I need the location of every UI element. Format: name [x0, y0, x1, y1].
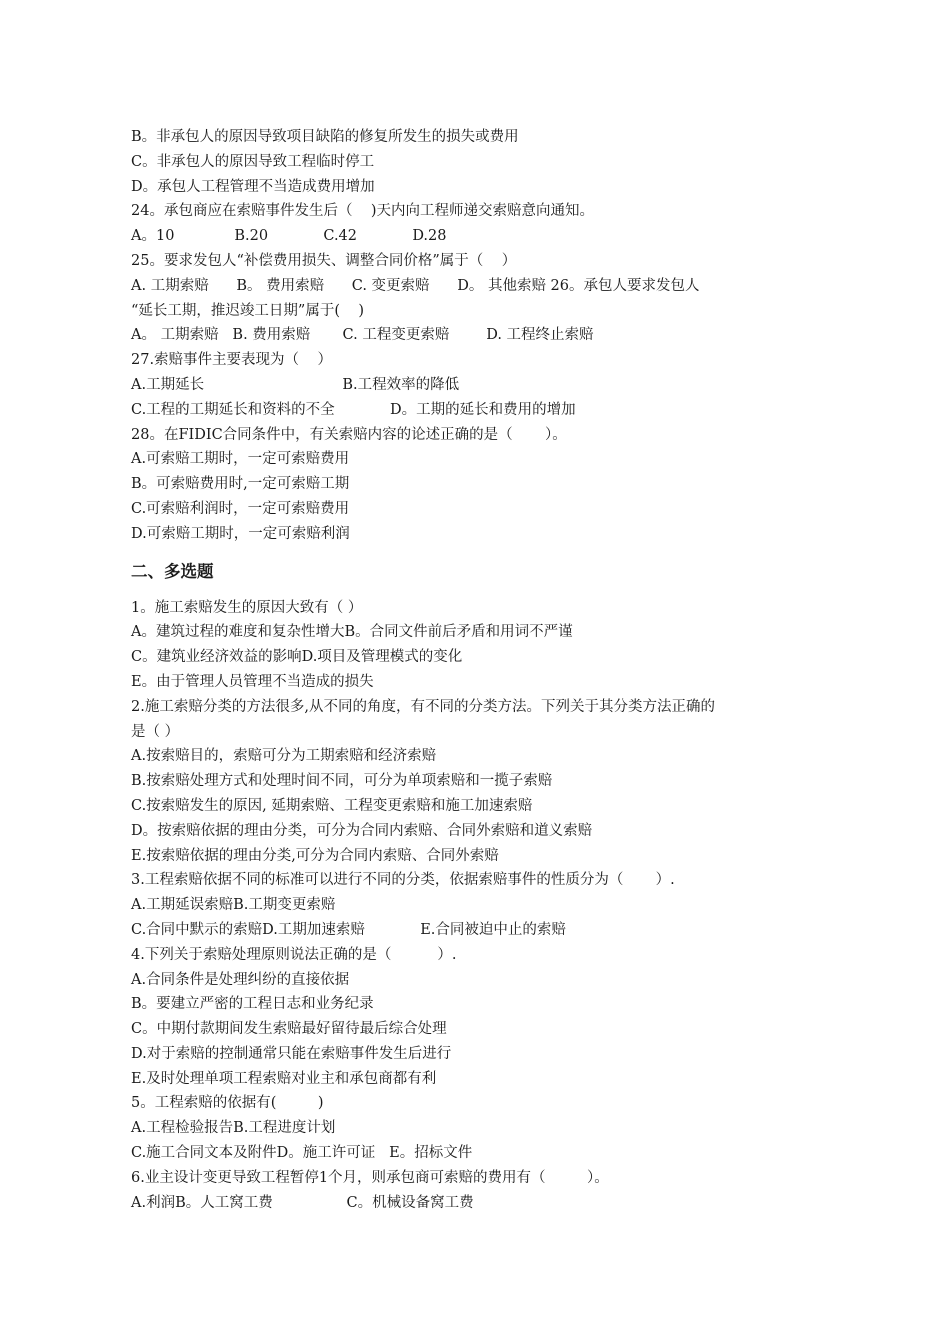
option-b-line: B。非承包人的原因导致项目缺陷的修复所发生的损失或费用: [131, 129, 519, 145]
option-d-line: D。承包人工程管理不当造成费用增加: [131, 178, 375, 195]
document-page: [131, 125, 831, 1215]
question-28-option-a: A.可索赔工期时，一定可索赔费用: [131, 451, 350, 468]
mc-question-2-option-c: C.按索赔发生的原因, 延期索赔、工程变更索赔和施工加速索赔: [131, 797, 533, 814]
question-27-options-ab: A.工期延长 B.工程效率的降低: [131, 376, 460, 393]
question-28-option-d: D.可索赔工期时，一定可索赔利润: [131, 525, 350, 542]
mc-question-3-options-cde: C.合同中默示的索赔D.工期加速索赔 E.合同被迫中止的索赔: [131, 921, 566, 938]
mc-question-2-option-a: A.按索赔目的，索赔可分为工期索赔和经济索赔: [131, 748, 437, 765]
question-28-option-b: B。可索赔费用时,一定可索赔工期: [131, 476, 350, 493]
question-25: 25。要求发包人“补偿费用损失、调整合同价格”属于（ ）: [131, 252, 517, 269]
mc-question-1: 1。施工索赔发生的原因大致有（ ）: [131, 599, 363, 616]
question-24-options: A。10 B.20 C.42 D.28: [131, 228, 447, 245]
mc-question-1-options-cd: C。建筑业经济效益的影响D.项目及管理模式的变化: [131, 649, 463, 666]
question-27-options-cd: C.工程的工期延长和资料的不全 D。工期的延长和费用的增加: [131, 401, 576, 418]
mc-question-6-options: A.利润B。人工窝工费 C。机械设备窝工费: [131, 1194, 474, 1211]
mc-question-2-option-b: B.按索赔处理方式和处理时间不同，可分为单项索赔和一揽子索赔: [131, 773, 553, 790]
question-26-continued: “延长工期，推迟竣工日期”属于( ): [131, 302, 365, 319]
mc-question-2-continued: 是（ ）: [131, 723, 180, 740]
mc-question-3: 3.工程索赔依据不同的标准可以进行不同的分类，依据索赔事件的性质分为（ ）.: [131, 872, 675, 889]
question-24: 24。承包商应在索赔事件发生后（ )天内向工程师递交索赔意向通知。: [131, 203, 595, 220]
section-heading-multiple-choice: 二、多选题: [131, 561, 214, 581]
mc-question-1-option-e: E。由于管理人员管理不当造成的损失: [131, 673, 374, 690]
question-28-option-c: C.可索赔利润时，一定可索赔费用: [131, 500, 350, 517]
mc-question-4-option-c: C。中期付款期间发生索赔最好留待最后综合处理: [131, 1021, 447, 1038]
mc-question-4-option-d: D.对于索赔的控制通常只能在索赔事件发生后进行: [131, 1045, 452, 1062]
mc-question-5: 5。工程索赔的依据有( ): [131, 1095, 324, 1112]
option-c-line: C。非承包人的原因导致工程临时停工: [131, 153, 375, 170]
question-27: 27.索赔事件主要表现为（ ）: [131, 352, 332, 369]
mc-question-4-option-a: A.合同条件是处理纠纷的直接依据: [131, 971, 350, 988]
question-26-options: A。 工期索赔 B. 费用索赔 C. 工程变更索赔 D. 工程终止索赔: [131, 327, 594, 344]
question-25-options: A. 工期索赔 B。 费用索赔 C. 变更索赔 D。 其他索赔 26。承包人要求发包人: [131, 277, 700, 294]
mc-question-2: 2.施工索赔分类的方法很多,从不同的角度，有不同的分类方法。下列关于其分类方法正确的: [131, 698, 715, 715]
question-28: 28。在FIDIC合同条件中，有关索赔内容的论述正确的是（ ）。: [131, 426, 567, 443]
mc-question-4-option-e: E.及时处理单项工程索赔对业主和承包商都有利: [131, 1070, 437, 1087]
mc-question-6: 6.业主设计变更导致工程暂停1个月，则承包商可索赔的费用有（ ）。: [131, 1169, 609, 1186]
mc-question-2-option-e: E.按索赔依据的理由分类,可分为合同内索赔、合同外索赔: [131, 847, 499, 864]
mc-question-2-option-d: D。按索赔依据的理由分类，可分为合同内索赔、合同外索赔和道义索赔: [131, 822, 593, 839]
mc-question-4: 4.下列关于索赔处理原则说法正确的是（ ）.: [131, 946, 457, 963]
mc-question-3-options-ab: A.工期延误索赔B.工期变更索赔: [131, 897, 336, 914]
mc-question-4-option-b: B。要建立严密的工程日志和业务纪录: [131, 996, 374, 1013]
mc-question-5-options-cde: C.施工合同文本及附件D。施工许可证 E。招标文件: [131, 1145, 473, 1162]
mc-question-1-options-ab: A。建筑过程的难度和复杂性增大B。合同文件前后矛盾和用词不严谨: [131, 624, 573, 641]
mc-question-5-options-ab: A.工程检验报告B.工程进度计划: [131, 1120, 336, 1137]
